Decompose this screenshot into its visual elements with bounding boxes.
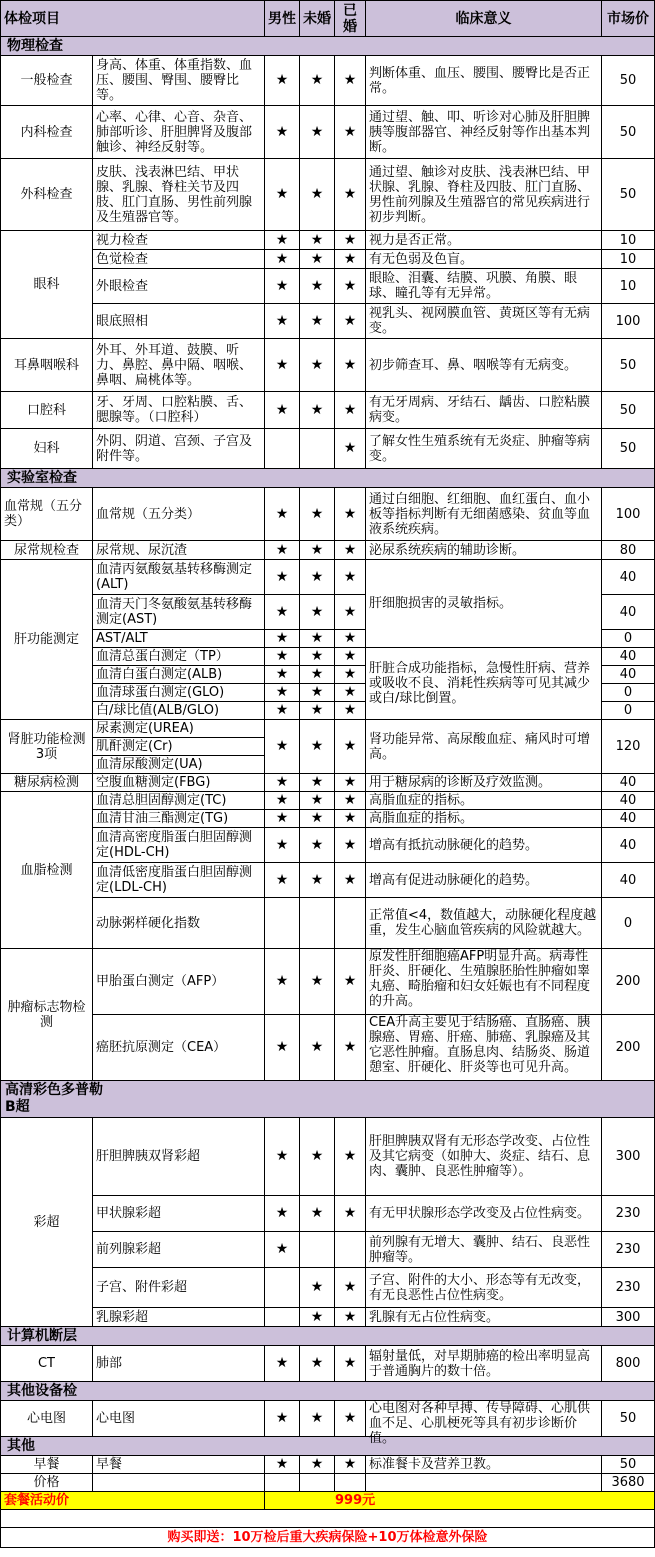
item-significance: 乳腺有无占位性病变。 [366, 1308, 602, 1327]
item-price: 40 [602, 666, 655, 684]
star-married: ★ [335, 949, 366, 1015]
star-married: ★ [335, 56, 366, 106]
item-content: 血清丙氨酸氨基转移酶测定(ALT) [93, 560, 265, 595]
star-unmarried: ★ [300, 1268, 335, 1308]
star-married: ★ [335, 810, 366, 828]
table-row [1, 392, 655, 429]
star-married: ★ [335, 1308, 366, 1327]
section-row [1, 37, 655, 56]
item-name: 彩超 [1, 1118, 93, 1327]
star-male: ★ [265, 684, 300, 702]
empty-cell [93, 1474, 265, 1492]
section-row [1, 1382, 655, 1401]
star-male: ★ [265, 1196, 300, 1232]
item-price: 200 [602, 1015, 655, 1081]
table-row [1, 231, 655, 250]
promo-price: 999元 [265, 1492, 655, 1510]
item-name: 眼科 [1, 231, 93, 339]
star-married: ★ [335, 392, 366, 429]
item-content: 白/球比值(ALB/GLO) [93, 702, 265, 720]
star-male: ★ [265, 828, 300, 863]
empty-cell [366, 1474, 602, 1492]
section-title-text: 高清彩色多普勒B超 [5, 1082, 103, 1115]
star-married: ★ [335, 828, 366, 863]
section-title [1, 1081, 655, 1118]
total-label: 价格 [1, 1474, 93, 1492]
table-row [1, 1232, 655, 1268]
item-significance: 了解女性生殖系统有无炎症、肿瘤等病变。 [366, 429, 602, 469]
item-name: 一般检查 [1, 56, 93, 106]
item-significance: 高脂血症的指标。 [366, 810, 602, 828]
item-content: 眼底照相 [93, 304, 265, 339]
item-content: 尿素测定(UREA) [93, 720, 265, 738]
item-significance: 判断体重、血压、腰围、腰臀比是否正常。 [366, 56, 602, 106]
star-male: ★ [265, 666, 300, 684]
star-male: ★ [265, 949, 300, 1015]
item-content: 子宫、附件彩超 [93, 1268, 265, 1308]
header-price: 市场价 [602, 1, 655, 37]
promo-label: 套餐活动价 [1, 1492, 265, 1510]
star-male: ★ [265, 648, 300, 666]
item-content: 尿常规、尿沉渣 [93, 541, 265, 560]
star-married: ★ [335, 648, 366, 666]
star-unmarried: ★ [300, 541, 335, 560]
section-title: 计算机断层 [1, 1327, 655, 1346]
item-price: 50 [602, 56, 655, 106]
item-content: 心率、心律、心音、杂音、肺部听诊、肝胆脾肾及腹部触诊、神经反射等。 [93, 106, 265, 159]
star-unmarried: ★ [300, 231, 335, 250]
item-significance: 有无色弱及色盲。 [366, 250, 602, 269]
star-unmarried: ★ [300, 792, 335, 810]
star-married: ★ [335, 1401, 366, 1437]
item-price: 10 [602, 269, 655, 304]
star-married: ★ [335, 595, 366, 630]
section-row [1, 1437, 655, 1456]
item-significance: 正常值<4，数值越大，动脉硬化程度越重，发生心脑血管疾病的风险就越大。 [366, 898, 602, 949]
star-unmarried: ★ [300, 339, 335, 392]
item-price: 50 [602, 1456, 655, 1474]
table-row [1, 1346, 655, 1382]
item-price: 230 [602, 1232, 655, 1268]
item-significance: 有无甲状腺形态学改变及占位性病变。 [366, 1196, 602, 1232]
item-price: 40 [602, 863, 655, 898]
star-male: ★ [265, 1232, 300, 1268]
star-married: ★ [335, 159, 366, 231]
item-name: 肿瘤标志物检测 [1, 949, 93, 1081]
star-male: ★ [265, 1401, 300, 1437]
item-price: 50 [602, 392, 655, 429]
item-content: 肝胆脾胰双肾彩超 [93, 1118, 265, 1196]
section-row [1, 469, 655, 488]
item-significance: 辐射量低，对早期肺癌的检出率明显高于普通胸片的数十倍。 [366, 1346, 602, 1382]
item-content: 外耳、外耳道、鼓膜、听力、鼻腔、鼻中隔、咽喉、鼻咽、扁桃体等。 [93, 339, 265, 392]
star-male: ★ [265, 792, 300, 810]
star-married [335, 1232, 366, 1268]
item-price: 50 [602, 1401, 655, 1437]
table-row [1, 488, 655, 541]
item-name: 内科检查 [1, 106, 93, 159]
item-name: 肾脏功能检测3项 [1, 720, 93, 774]
table-row [1, 339, 655, 392]
star-unmarried: ★ [300, 720, 335, 774]
item-significance: 泌尿系统疾病的辅助诊断。 [366, 541, 602, 560]
table-row [1, 828, 655, 863]
star-unmarried: ★ [300, 648, 335, 666]
star-unmarried: ★ [300, 1308, 335, 1327]
header-male: 男性 [265, 1, 300, 37]
item-price: 800 [602, 1346, 655, 1382]
item-content: 外阴、阴道、宫颈、子宫及附件等。 [93, 429, 265, 469]
star-male: ★ [265, 488, 300, 541]
star-married: ★ [335, 339, 366, 392]
star-male: ★ [265, 1015, 300, 1081]
table-row [1, 810, 655, 828]
item-significance: 肝细胞损害的灵敏指标。 [366, 560, 602, 648]
item-content: AST/ALT [93, 630, 265, 648]
total-row [1, 1474, 655, 1492]
item-name: CT [1, 1346, 93, 1382]
item-significance: 视乳头、视网膜血管、黄斑区等有无病变。 [366, 304, 602, 339]
item-significance: 通过望、触、叩、听诊对心肺及肝胆脾胰等腹部器官、神经反射等作出基本判断。 [366, 106, 602, 159]
empty-cell [300, 1474, 335, 1492]
item-name: 妇科 [1, 429, 93, 469]
table-row [1, 1118, 655, 1196]
item-content: 血常规（五分类） [93, 488, 265, 541]
table-row [1, 541, 655, 560]
table-row [1, 1015, 655, 1081]
item-name: 口腔科 [1, 392, 93, 429]
table-row [1, 106, 655, 159]
item-content: 癌胚抗原测定（CEA） [93, 1015, 265, 1081]
item-content: 乳腺彩超 [93, 1308, 265, 1327]
item-content: 外眼检查 [93, 269, 265, 304]
star-married: ★ [335, 488, 366, 541]
star-unmarried: ★ [300, 1118, 335, 1196]
item-significance: 通过望、触诊对皮肤、浅表淋巴结、甲状腺、乳腺、脊柱及四肢、肛门直肠、男性前列腺及生殖器官的常见疾病进行初步判断。 [366, 159, 602, 231]
star-unmarried: ★ [300, 56, 335, 106]
star-male: ★ [265, 541, 300, 560]
star-married: ★ [335, 560, 366, 595]
star-male [265, 1308, 300, 1327]
item-content: 血清高密度脂蛋白胆固醇测定(HDL-CH) [93, 828, 265, 863]
star-male: ★ [265, 106, 300, 159]
item-price: 0 [602, 898, 655, 949]
star-unmarried: ★ [300, 159, 335, 231]
star-male: ★ [265, 630, 300, 648]
empty-cell [265, 1474, 300, 1492]
item-content: 早餐 [93, 1456, 265, 1474]
item-name: 耳鼻咽喉科 [1, 339, 93, 392]
star-male: ★ [265, 810, 300, 828]
item-price: 100 [602, 488, 655, 541]
star-male: ★ [265, 339, 300, 392]
total-price: 3680 [602, 1474, 655, 1492]
table-row [1, 792, 655, 810]
item-content: 肌酐测定(Cr) [93, 738, 265, 756]
star-married: ★ [335, 863, 366, 898]
item-price: 230 [602, 1196, 655, 1232]
table-row [1, 1456, 655, 1474]
item-price: 100 [602, 304, 655, 339]
item-price: 50 [602, 106, 655, 159]
item-content: 动脉粥样硬化指数 [93, 898, 265, 949]
star-married: ★ [335, 106, 366, 159]
table-row [1, 304, 655, 339]
item-price: 40 [602, 792, 655, 810]
star-married: ★ [335, 774, 366, 792]
star-unmarried: ★ [300, 1196, 335, 1232]
item-content: 血清低密度脂蛋白胆固醇测定(LDL-CH) [93, 863, 265, 898]
item-content: 肺部 [93, 1346, 265, 1382]
item-price: 40 [602, 560, 655, 595]
item-significance: 肾功能异常、高尿酸血症、痛风时可增高。 [366, 720, 602, 774]
item-price: 50 [602, 429, 655, 469]
table-row [1, 429, 655, 469]
gift-text: 购买即送：10万检后重大疾病保险+10万体检意外保险 [1, 1528, 655, 1548]
section-row [1, 1327, 655, 1346]
star-married: ★ [335, 1268, 366, 1308]
item-significance: CEA升高主要见于结肠癌、直肠癌、胰腺癌、胃癌、肝癌、肺癌、乳腺癌及其它恶性肿瘤。直肠息肉、结肠炎、肠道憩室、肝硬化、肝炎等也可见升高。 [369, 1015, 591, 1075]
table-row [1, 774, 655, 792]
star-unmarried: ★ [300, 1456, 335, 1474]
table-row [1, 159, 655, 231]
star-unmarried [300, 429, 335, 469]
star-unmarried: ★ [300, 392, 335, 429]
section-title: 其他设备检 [1, 1382, 655, 1401]
star-unmarried: ★ [300, 560, 335, 595]
star-married: ★ [335, 1015, 366, 1081]
star-male: ★ [265, 1456, 300, 1474]
item-content: 血清甘油三酯测定(TG) [93, 810, 265, 828]
star-male: ★ [265, 560, 300, 595]
star-male: ★ [265, 392, 300, 429]
header-unmarried: 未婚 [300, 1, 335, 37]
star-unmarried: ★ [300, 1015, 335, 1081]
item-name: 肝功能测定 [1, 560, 93, 720]
star-married: ★ [335, 1196, 366, 1232]
item-price: 40 [602, 828, 655, 863]
item-significance: 标准餐卡及营养卫教。 [366, 1456, 602, 1474]
star-married: ★ [335, 666, 366, 684]
promo-row [1, 1492, 655, 1510]
item-name: 血脂检测 [1, 792, 93, 949]
star-unmarried: ★ [300, 595, 335, 630]
star-married: ★ [335, 702, 366, 720]
star-unmarried: ★ [300, 810, 335, 828]
item-name: 早餐 [1, 1456, 93, 1474]
star-unmarried: ★ [300, 630, 335, 648]
item-significance: 初步筛查耳、鼻、咽喉等有无病变。 [366, 339, 602, 392]
star-unmarried: ★ [300, 106, 335, 159]
item-content: 空腹血糖测定(FBG) [93, 774, 265, 792]
item-significance: 通过白细胞、红细胞、血红蛋白、血小板等指标判断有无细菌感染、贫血等血液系统疾病。 [366, 488, 602, 541]
table-row [1, 949, 655, 1015]
item-content: 视力检查 [93, 231, 265, 250]
star-male: ★ [265, 269, 300, 304]
star-male: ★ [265, 595, 300, 630]
item-significance: 眼睑、泪囊、结膜、巩膜、角膜、眼球、瞳孔等有无异常。 [366, 269, 602, 304]
table-row [1, 269, 655, 304]
star-male: ★ [265, 56, 300, 106]
star-married: ★ [335, 684, 366, 702]
item-significance: 增高有促进动脉硬化的趋势。 [366, 863, 602, 898]
item-price: 40 [602, 595, 655, 630]
table-row [1, 1401, 655, 1437]
item-content: 前列腺彩超 [93, 1232, 265, 1268]
item-significance: 心电图对各种早搏、传导障碍、心肌供血不足、心肌梗死等具有初步诊断价值。 [369, 1401, 591, 1446]
item-significance: 子宫、附件的大小、形态等有无改变，有无良恶性占位性病变。 [366, 1268, 602, 1308]
star-married [335, 898, 366, 949]
star-unmarried [300, 1232, 335, 1268]
star-male [265, 429, 300, 469]
table-row [1, 898, 655, 949]
item-price: 50 [602, 159, 655, 231]
item-price: 80 [602, 541, 655, 560]
item-name: 血常规（五分类） [1, 488, 93, 541]
item-significance: 视力是否正常。 [366, 231, 602, 250]
item-content: 心电图 [93, 1401, 265, 1437]
star-unmarried: ★ [300, 863, 335, 898]
item-price: 40 [602, 810, 655, 828]
item-name: 尿常规检查 [1, 541, 93, 560]
item-significance: 高脂血症的指标。 [366, 792, 602, 810]
item-price: 10 [602, 231, 655, 250]
spacer-cell [1, 1510, 655, 1528]
star-unmarried: ★ [300, 269, 335, 304]
item-significance: 用于糖尿病的诊断及疗效监测。 [366, 774, 602, 792]
star-unmarried: ★ [300, 250, 335, 269]
star-married: ★ [335, 429, 366, 469]
star-male: ★ [265, 1118, 300, 1196]
star-male: ★ [265, 863, 300, 898]
header-significance: 临床意义 [366, 1, 602, 37]
item-significance: 原发性肝细胞癌AFP明显升高。病毒性肝炎、肝硬化、生殖腺胚胎性肿瘤如睾丸癌、畸胎瘤和妇女妊娠也有不同程度的升高。 [369, 949, 591, 1009]
item-content: 血清白蛋白测定(ALB) [93, 666, 265, 684]
item-price: 40 [602, 774, 655, 792]
item-price: 50 [602, 339, 655, 392]
table-row [1, 863, 655, 898]
star-unmarried: ★ [300, 1401, 335, 1437]
item-price: 10 [602, 250, 655, 269]
star-unmarried: ★ [300, 774, 335, 792]
header-item: 体检项目 [1, 1, 265, 37]
star-unmarried [300, 898, 335, 949]
item-price: 0 [602, 684, 655, 702]
table-row [1, 1268, 655, 1308]
star-unmarried: ★ [300, 666, 335, 684]
item-significance: 肝脏合成功能指标，急慢性肝病、营养或吸收不良、消耗性疾病等可见其减少或白/球比倒置。 [366, 648, 602, 720]
item-content: 血清总蛋白测定（TP） [93, 648, 265, 666]
star-male: ★ [265, 231, 300, 250]
star-unmarried: ★ [300, 304, 335, 339]
item-price: 300 [602, 1308, 655, 1327]
item-name: 心电图 [1, 1401, 93, 1437]
star-unmarried: ★ [300, 828, 335, 863]
item-significance: 增高有抵抗动脉硬化的趋势。 [366, 828, 602, 863]
table-row [1, 56, 655, 106]
header-row [1, 1, 655, 37]
star-male: ★ [265, 702, 300, 720]
star-unmarried: ★ [300, 684, 335, 702]
item-content: 血清总胆固醇测定(TC) [93, 792, 265, 810]
table-row [1, 648, 655, 666]
item-price: 120 [602, 720, 655, 774]
table-row [1, 1196, 655, 1232]
section-title: 其他 [1, 1437, 655, 1456]
item-content: 牙、牙周、口腔粘膜、舌、腮腺等。（口腔科） [93, 392, 265, 429]
star-married: ★ [335, 250, 366, 269]
item-content: 血清尿酸测定(UA) [93, 756, 265, 774]
item-significance: 肝胆脾胰双肾有无形态学改变、占位性及其它病变（如肿大、炎症、结石、息肉、囊肿、良恶性肿瘤等）。 [366, 1118, 602, 1196]
star-married: ★ [335, 720, 366, 774]
star-married: ★ [335, 1118, 366, 1196]
table-row [1, 560, 655, 595]
table-row [1, 250, 655, 269]
star-male: ★ [265, 250, 300, 269]
section-title: 物理检查 [1, 37, 655, 56]
item-content: 身高、体重、体重指数、血压、腰围、臀围、腰臀比等。 [93, 56, 265, 106]
star-married: ★ [335, 304, 366, 339]
item-price: 300 [602, 1118, 655, 1196]
star-married: ★ [335, 1456, 366, 1474]
star-male: ★ [265, 304, 300, 339]
item-content: 皮肤、浅表淋巴结、甲状腺、乳腺、脊柱关节及四肢、肛门直肠、男性前列腺及生殖器官等。 [93, 159, 265, 231]
item-content: 血清天门冬氨酸氨基转移酶测定(AST) [93, 595, 265, 630]
star-male [265, 898, 300, 949]
star-male: ★ [265, 159, 300, 231]
star-male [265, 1268, 300, 1308]
item-significance: 有无牙周病、牙结石、龋齿、口腔粘膜病变。 [366, 392, 602, 429]
header-married: 已婚 [335, 1, 366, 37]
item-content: 色觉检查 [93, 250, 265, 269]
gift-row [1, 1528, 655, 1548]
star-male: ★ [265, 774, 300, 792]
item-content: 甲状腺彩超 [93, 1196, 265, 1232]
star-married: ★ [335, 630, 366, 648]
item-content: 甲胎蛋白测定（AFP） [93, 949, 265, 1015]
item-name: 外科检查 [1, 159, 93, 231]
star-married: ★ [335, 269, 366, 304]
star-married: ★ [335, 231, 366, 250]
section-row [1, 1081, 655, 1118]
star-unmarried: ★ [300, 488, 335, 541]
item-content: 血清球蛋白测定(GLO) [93, 684, 265, 702]
star-unmarried: ★ [300, 702, 335, 720]
item-name: 糖尿病检测 [1, 774, 93, 792]
star-married: ★ [335, 1346, 366, 1382]
item-price: 200 [602, 949, 655, 1015]
spacer-row [1, 1510, 655, 1528]
star-unmarried: ★ [300, 1346, 335, 1382]
star-unmarried: ★ [300, 949, 335, 1015]
star-married: ★ [335, 541, 366, 560]
item-price: 230 [602, 1268, 655, 1308]
table-row [1, 1308, 655, 1327]
item-significance: 前列腺有无增大、囊肿、结石、良恶性肿瘤等。 [366, 1232, 602, 1268]
section-title: 实验室检查 [1, 469, 655, 488]
star-male: ★ [265, 1346, 300, 1382]
item-price: 0 [602, 702, 655, 720]
star-married: ★ [335, 792, 366, 810]
empty-cell [335, 1474, 366, 1492]
table-row [1, 720, 655, 738]
star-male: ★ [265, 720, 300, 774]
item-price: 40 [602, 648, 655, 666]
item-price: 0 [602, 630, 655, 648]
